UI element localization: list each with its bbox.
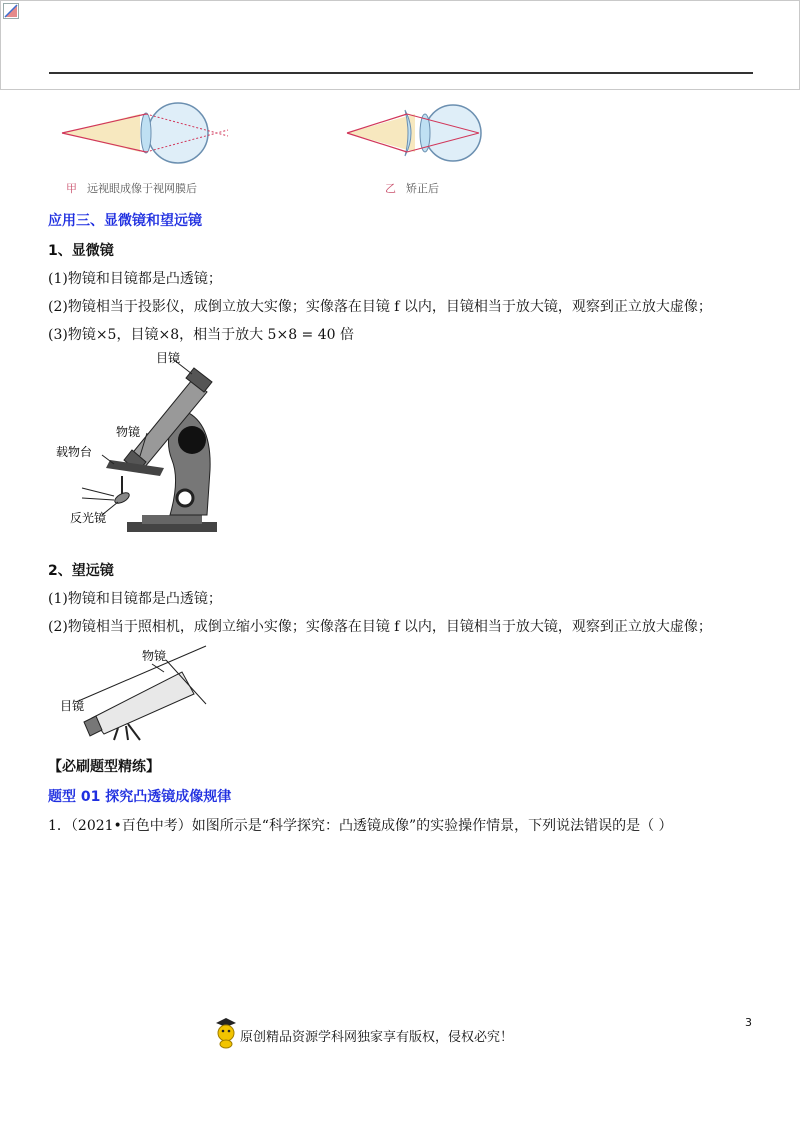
telescope-line-1: (1)物镜和目镜都是凸透镜； (48, 591, 222, 607)
microscope-figure (52, 350, 222, 545)
hyperopia-caption (66, 180, 197, 196)
microscope-line-1: (1)物镜和目镜都是凸透镜； (48, 271, 222, 287)
caption-text-right: 矫正后 (406, 182, 439, 195)
hyperopia-eye-figure (60, 100, 240, 170)
telescope-label-objective: 物镜 (142, 649, 167, 663)
telescope-heading: 2、望远镜 (48, 563, 114, 579)
microscope-line-2: (2)物镜相当于投影仪，成倒立放大实像；实像落在目镜 f 以内，目镜相当于放大镜，观察到正立放大虚像； (48, 299, 712, 315)
telescope-line-2: (2)物镜相当于照相机，成倒立缩小实像；实像落在目镜 f 以内，目镜相当于放大镜，观察到正立放大虚像； (48, 619, 712, 635)
corrected-eye-figure (345, 100, 495, 170)
caption-mark-jia: 甲 (66, 182, 77, 195)
page-header (0, 0, 800, 90)
copyright-notice: 原创精品资源学科网独家享有版权，侵权必究！ (240, 1030, 514, 1045)
page-number: 3 (745, 1016, 752, 1029)
question-type-title: 题型 01 探究凸透镜成像规律 (48, 789, 232, 805)
microscope-line-3: (3)物镜×5，目镜×8，相当于放大 5×8 = 40 倍 (48, 327, 354, 343)
caption-mark-yi: 乙 (385, 182, 396, 195)
mascot-icon (213, 1015, 239, 1049)
broken-image-icon (3, 3, 19, 19)
microscope-heading: 1、显微镜 (48, 243, 114, 259)
microscope-label-objective: 物镜 (116, 425, 141, 439)
practice-title: 【必刷题型精练】 (48, 759, 160, 775)
microscope-label-mirror: 反光镜 (70, 511, 107, 525)
corrected-caption (385, 180, 439, 196)
question-1: 1．（2021•百色中考）如图所示是“科学探究：凸透镜成像”的实验操作情景，下列说法错误的是（ ） (48, 818, 673, 834)
telescope-label-eyepiece: 目镜 (60, 699, 85, 713)
telescope-figure (56, 642, 216, 742)
caption-text-left: 远视眼成像于视网膜后 (87, 182, 197, 195)
microscope-label-stage: 载物台 (56, 445, 93, 459)
microscope-label-eyepiece: 目镜 (156, 351, 181, 365)
header-rule (49, 72, 753, 74)
section-title: 应用三、显微镜和望远镜 (48, 213, 202, 229)
